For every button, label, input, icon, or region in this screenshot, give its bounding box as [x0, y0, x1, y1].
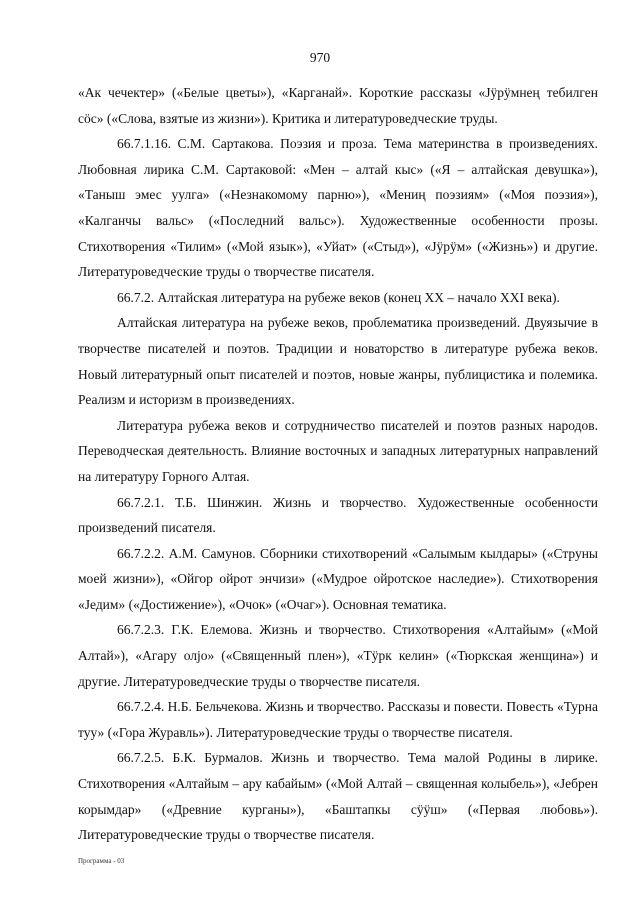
page-body [78, 80, 598, 848]
paragraph: 66.7.2.2. А.М. Самунов. Сборники стихотворений «Салымым кылдары» («Струны моей жизни»), «Ойгор ойрот энчизи» («Мудрое ойротское наследие»). Стихотворения «Једим» («Достижение»), «Очок» («Очаг»). Основная тематика. [78, 545, 598, 612]
paragraph: Алтайская литература на рубеже веков, проблематика произведений. Двуязычие в творчестве писателей и поэтов. Традиции и новаторство в литературе рубежа веков. Новый литературный опыт писателей и поэтов, новые жанры, публицистика и полемика. Реализм и историзм в произведениях. [78, 315, 598, 408]
paragraph: 66.7.2.5. Б.К. Бурмалов. Жизнь и творчество. Тема малой Родины в лирике. Стихотворения «Алтайым – ару кабайым» («Мой Алтай – священная колыбель»), «Јебрен корымдар» («Древние курганы»), «Баштапкы сӱӱш» («Первая любовь»). Литературоведческие труды о творчестве писателя. [78, 750, 598, 843]
page-number: 970 [309, 50, 331, 65]
paragraph: «Ак чечектер» («Белые цветы»), «Карганай». Короткие рассказы «Јӱрӱмнең тебилген сӧс» («Слова, взятые из жизни»). Критика и литературоведческие труды. [78, 85, 598, 126]
paragraph: 66.7.2.4. Н.Б. Бельчекова. Жизнь и творчество. Рассказы и повести. Повесть «Турна туу» («Гора Журавль»). Литературоведческие труды о творчестве писателя. [78, 699, 598, 740]
paragraph: 66.7.2.1. Т.Б. Шинжин. Жизнь и творчество. Художественные особенности произведений писателя. [78, 494, 598, 536]
paragraph: Литература рубежа веков и сотрудничество писателей и поэтов разных народов. Переводческая деятельность. Влияние восточных и западных литературных направлений на литературу Горного Алтая. [78, 417, 598, 484]
paragraph: 66.7.2.3. Г.К. Елемова. Жизнь и творчество. Стихотворения «Алтайым» («Мой Алтай»), «Агару олјо» («Священный плен»), «Тӱрк келин» («Тюркская женщина») и другие. Литературоведческие труды о творчестве писателя. [78, 622, 598, 689]
paragraph: 66.7.1.16. С.М. Сартакова. Поэзия и проза. Тема материнства в произведениях. Любовная лирика С.М. Сартаковой: «Мен – алтай кыс» («Я – алтайская девушка»), «Таныш эмес уулга» («Незнакомому парню»), «Мениң поэзиям» («Моя поэзия»), «Калганчы вальс» («Последний вальс»). Художественные особенности прозы. Стихотворения «Тилим» («Мой язык»), «Уйат» («Стыд»), «Јӱрӱм» («Жизнь») и другие. Литературоведческие труды о творчестве писателя. [78, 136, 598, 280]
section-heading: 66.7.2. Алтайская литература на рубеже веков (конец XX – начало XXI века). [117, 289, 560, 305]
footer-program-label: Программа - 03 [78, 857, 125, 865]
